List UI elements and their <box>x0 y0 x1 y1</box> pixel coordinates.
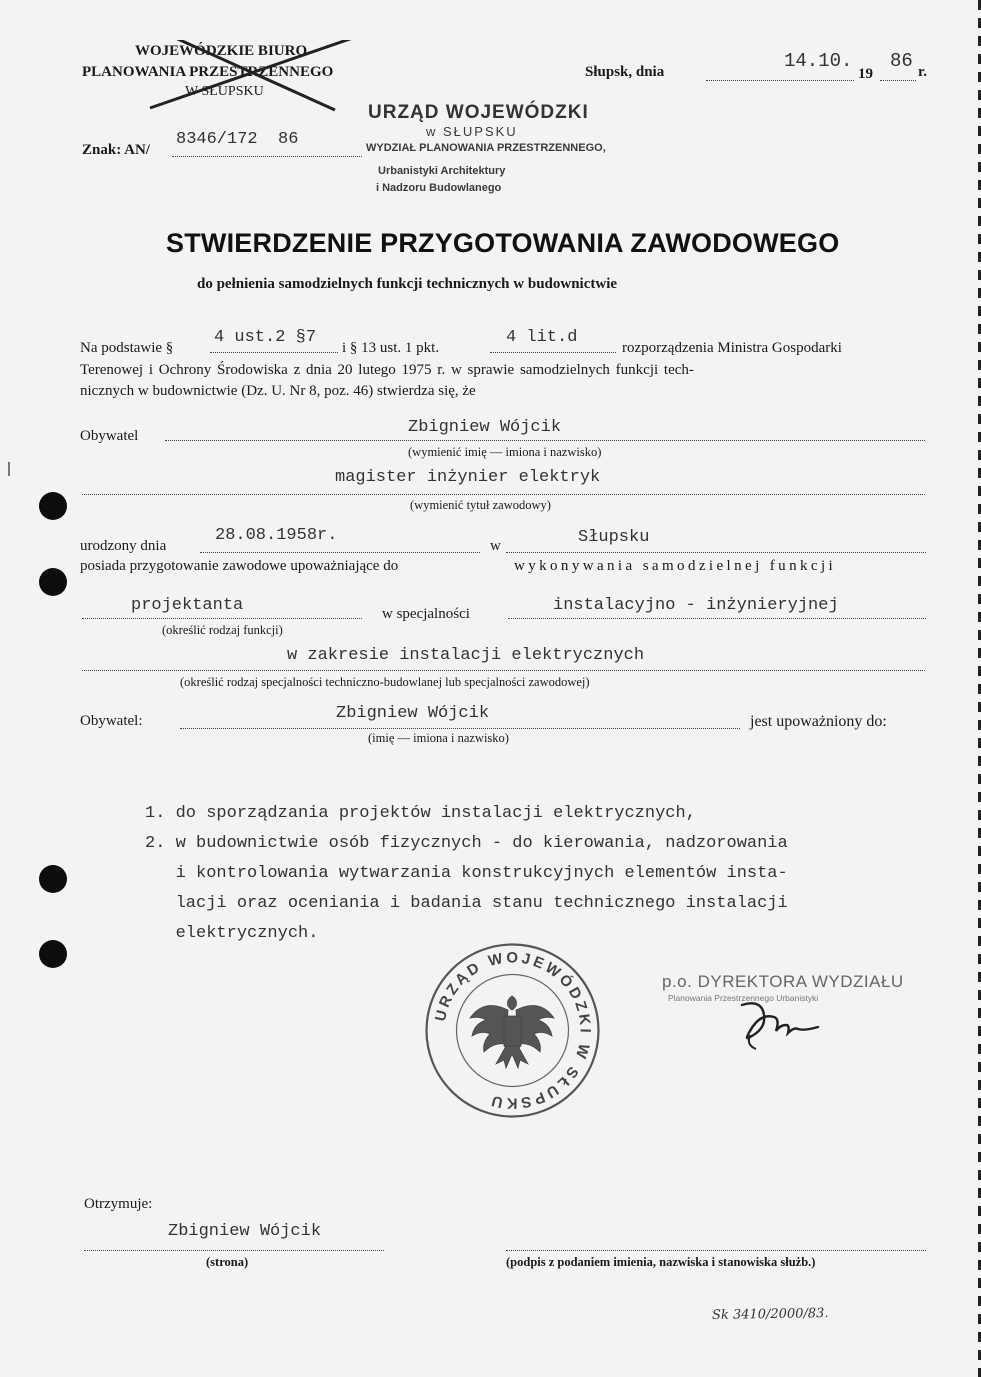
citizen-name-caption: (wymienić imię — imiona i nazwisko) <box>408 445 602 459</box>
born-label: urodzony dnia <box>80 538 167 554</box>
stamp-line5: i Nadzoru Budowlanego <box>376 182 502 194</box>
authorized-label: jest upoważniony do: <box>750 713 887 730</box>
document-subtitle: do pełnienia samodzielnych funkcji technicznych w budownictwie <box>197 276 618 292</box>
recipient-caption: (strona) <box>206 1255 249 1269</box>
reference-value: 8346/172 86 <box>176 130 299 149</box>
punch-hole-icon <box>39 865 67 893</box>
reference-line <box>172 156 362 157</box>
scope-caption: (określić rodzaj specjalności techniczno-budowlanej lub specjalności zawodowej) <box>180 675 590 689</box>
authorization-name-line <box>180 728 740 729</box>
in-label: w <box>490 538 501 554</box>
basis-part1: Na podstawie § <box>80 340 174 356</box>
citizen-title-caption: (wymienić tytuł zawodowy) <box>410 498 551 512</box>
office-header-stamp <box>80 40 400 112</box>
signature-stamp-line1: p.o. DYREKTORA WYDZIAŁU <box>662 972 904 991</box>
authorization-item: elektrycznych. <box>145 924 319 943</box>
holds-spaced-text: wykonywania samodzielnej funkcji <box>514 558 837 574</box>
stamp-line1: URZĄD WOJEWÓDZKI <box>368 102 589 123</box>
stamp-line2: w SŁUPSKU <box>426 124 518 139</box>
function-caption: (określić rodzaj funkcji) <box>162 623 283 637</box>
date-line <box>706 80 854 81</box>
basis-point-line <box>490 352 616 353</box>
stamp-line3: WYDZIAŁ PLANOWANIA PRZESTRZENNEGO, <box>366 142 606 154</box>
basis-line3: nicznych w budownictwie (Dz. U. Nr 8, poz. 46) stwierdza się, że <box>80 383 476 399</box>
office-line2: PLANOWANIA PRZESTRZENNEGO <box>82 64 334 80</box>
authorization-item: 1. do sporządzania projektów instalacji elektrycznych, <box>145 804 696 823</box>
authorization-item: i kontrolowania wytwarzania konstrukcyjnych elementów insta- <box>145 864 788 883</box>
punch-hole-icon <box>39 492 67 520</box>
year-suffix: r. <box>918 64 928 80</box>
scope-line <box>82 670 925 671</box>
signature-caption: (podpis z podaniem imienia, nazwiska i stanowiska służb.) <box>506 1255 816 1269</box>
function-line <box>82 618 362 619</box>
specialty-line <box>508 618 926 619</box>
authorization-name-value: Zbigniew Wójcik <box>336 704 490 723</box>
basis-line2: Terenowej i Ochrony Środowiska z dnia 20 lutego 1975 r. w sprawie samodzielnych funkcji tech- <box>80 362 694 378</box>
cross-out-mark <box>80 40 400 112</box>
seal-ring-text: URZĄD WOJEWÓDZKI W SŁUPSKU <box>432 949 594 1112</box>
place-value: Słupsku <box>578 528 650 547</box>
basis-paragraph-value: 4 ust.2 §7 <box>214 328 317 347</box>
citizen-label: Obywatel <box>80 428 139 444</box>
document-title: STWIERDZENIE PRZYGOTOWANIA ZAWODOWEGO <box>166 228 840 258</box>
basis-part2: i § 13 ust. 1 pkt. <box>342 340 440 356</box>
recipient-line <box>84 1250 384 1251</box>
recipient-label: Otrzymuje: <box>84 1196 153 1212</box>
office-line3: W SŁUPSKU <box>185 84 264 99</box>
stamp-line4: Urbanistyki Architektury <box>378 165 506 177</box>
scan-mark <box>8 462 10 476</box>
punch-hole-icon <box>39 940 67 968</box>
citizen-title-line <box>82 494 925 495</box>
registry-note: Sk 3410/2000/83. <box>711 1305 829 1324</box>
born-line <box>200 552 480 553</box>
citizen-name-value: Zbigniew Wójcik <box>408 418 562 437</box>
authorization-name-caption: (imię — imiona i nazwisko) <box>368 731 509 745</box>
year-value: 86 <box>890 50 913 72</box>
place-date-label: Słupsk, dnia <box>585 64 665 80</box>
signature-line <box>506 1250 926 1251</box>
year-line <box>880 80 916 81</box>
eagle-seal-icon <box>420 938 605 1123</box>
basis-part3: rozporządzenia Ministra Gospodarki <box>622 340 842 356</box>
recipient-value: Zbigniew Wójcik <box>168 1222 322 1241</box>
citizen-title-value: magister inżynier elektryk <box>335 468 601 487</box>
date-value: 14.10. <box>784 50 853 72</box>
basis-point-value: 4 lit.d <box>506 328 578 347</box>
office-line1: WOJEWÓDZKIE BIURO <box>135 43 308 59</box>
authorization-label: Obywatel: <box>80 713 143 729</box>
basis-paragraph-line <box>210 352 338 353</box>
function-value: projektanta <box>131 596 244 615</box>
authorization-item: 2. w budownictwie osób fizycznych - do kierowania, nadzorowania <box>145 834 788 853</box>
signature-stamp-line2: Planowania Przestrzennego Urbanistyki <box>668 993 819 1003</box>
born-value: 28.08.1958r. <box>215 526 338 545</box>
reference-label: Znak: AN/ <box>82 142 150 158</box>
year-prefix: 19 <box>858 66 873 82</box>
handwritten-signature-icon <box>736 995 826 1055</box>
holds-text: posiada przygotowanie zawodowe upoważniające do <box>80 558 399 574</box>
specialty-value: instalacyjno - inżynieryjnej <box>553 596 839 615</box>
specialty-label: w specjalności <box>382 606 470 622</box>
scope-value: w zakresie instalacji elektrycznych <box>287 646 645 665</box>
punch-hole-icon <box>39 568 67 596</box>
authorization-item: lacji oraz oceniania i badania stanu technicznego instalacji <box>145 894 788 913</box>
citizen-name-line <box>165 440 925 441</box>
place-line <box>506 552 926 553</box>
